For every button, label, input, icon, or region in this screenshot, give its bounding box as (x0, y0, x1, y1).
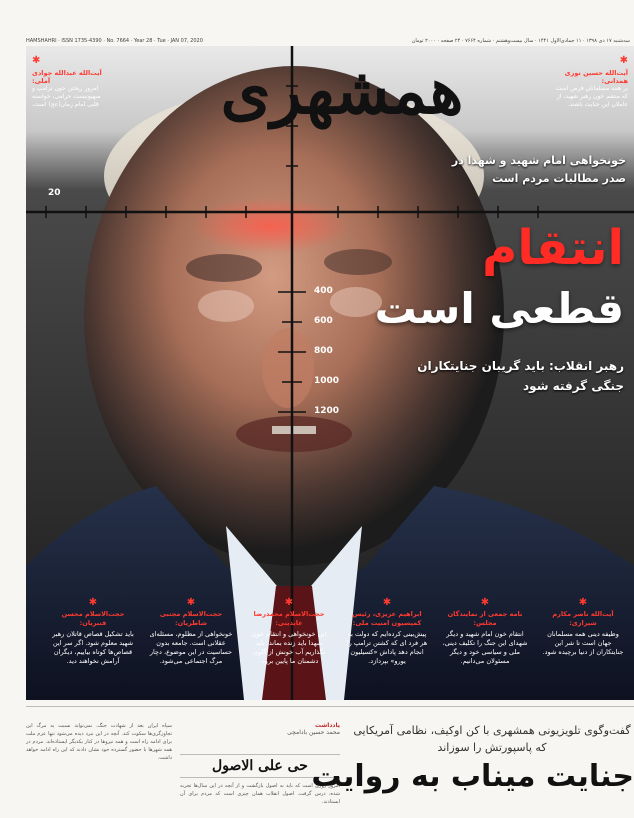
quote-text: انتقام خون امام شهید و دیگر شهدای این جنگ را تکلیف دینی، ملی و سیاسی خود و دیگر مسئولان می‌دانیم. (442, 630, 528, 665)
below-fold (0, 700, 634, 818)
front-cover (26, 46, 634, 700)
dateline-left: HAMSHAHRI · ISSN 1735-4390 · No. 7664 · Year 28 · Tue · JAN 07, 2020 (26, 38, 203, 44)
star-icon: ✱ (284, 597, 294, 608)
corner-quote-right-text: بر همه مسلمانان فرض است که منتقم خون رهبر شهید، از عاملان این جنایت باشند. (555, 85, 628, 108)
star-icon: ✱ (480, 597, 490, 608)
corner-quote-left-text: امروز ریختن خون ترامپ و صهیونیست حرامی، خواسته قلبی امام زمان(عج) است. (32, 85, 101, 108)
opinion-headline: حی علی الاصول (180, 754, 340, 778)
subheadline: خونخواهی امام شهید و شهدا در صدر مطالبات مردم است (451, 154, 626, 185)
quotes-row (46, 598, 626, 694)
quote-text: پیش‌بینی کرده‌ایم که دولت به هر فرد ای که کشتن ترامپ را انجام دهد پاداش «کسیلیون یورو» بپردازد. (346, 630, 428, 665)
deck: رهبر انقلاب: باید گریبان جنایتکاران جنگی گرفته شود (417, 359, 624, 393)
scale-label-1000: 1000 (314, 376, 340, 386)
quote-item (540, 598, 626, 657)
quote-text: این خونخواهی و انتقام خون شهدا باید زنده بماند. باید نگذاریم آب خونش از گلوی دشمنان ما پایین برود. (251, 630, 327, 665)
lead-headline: جنایت میناب به روایت (311, 759, 634, 794)
headline-white: قطعی است (374, 284, 624, 333)
star-icon: ✱ (88, 597, 98, 608)
quote-text: خونخواهی از مظلوم، مسئله‌ای عقلانی است. جامعه بدون حساسیت در این موضوع، دچار مرگ اجتماعی می‌شود. (149, 630, 233, 665)
scale-label-400: 400 (314, 286, 333, 296)
quote-text: باید تشکیل قصاص قاتلان رهبر شهید معلوم شود. اگر سر این قصاص‌ها کوتاه بیاییم، دیگران آرامش نخواهند دید. (52, 630, 134, 665)
quote-item (344, 598, 430, 666)
quote-name: ابراهیم عزیزی، رئیس کمیسیون امنیت ملی: (352, 610, 422, 627)
quote-item (148, 598, 234, 666)
author-name: محمد حسین بادامچی (287, 729, 340, 736)
masthead-logo: همشهری (220, 54, 464, 129)
headline-red: انتقام (482, 220, 624, 276)
star-icon: ✱ (382, 597, 392, 608)
lead-kicker: گفت‌وگوی تلویزیونی همشهری با کن اوکیف، نظامی آمریکایی که پاسپورتش را سوزاند (353, 724, 631, 754)
quote-item (442, 598, 528, 666)
quote-item (246, 598, 332, 666)
scale-label-20: 20 (48, 188, 61, 198)
column-a-text: سپاه ایران بعد از شهادت جنگ، نمی‌تواند نسبت به مرگ این تجاوزگری‌ها سکوت کند. آنچه در این نبرد دیده می‌شود تنها عزم ملت برای ادامه راه است و همه نیروها در کنار یکدیگر ایستاده‌اند. مردم در همه شهرها با حضور گسترده خود نشان دادند که این راه ادامه خواهد داشت. (26, 723, 172, 761)
divider (26, 706, 634, 707)
quote-name: آیت‌الله ناصر مکارم شیرازی: (552, 610, 614, 627)
quote-name: حجت‌الاسلام مجتبی شاطریان: (159, 610, 223, 627)
star-icon: ✱ (186, 597, 196, 608)
star-icon: ✱ (578, 597, 588, 608)
section-label: یادداشت (315, 722, 340, 729)
opinion-body: امروز روزی است که باید به اصول بازگشت و از آنچه در این سال‌ها تجربه شده، درس گرفت. اصول انقلاب همان چیزی است که مردم برای آن ایستادند. (180, 783, 340, 805)
quote-name: حجت‌الاسلام محمدرضا عابدینی: (253, 610, 325, 627)
quote-name: نامه جمعی از نمایندگان مجلس: (447, 610, 523, 627)
quote-text: وظیفه دینی همه مسلمانان جهان است تا شر این جنایتکاران از دنیا برچیده شود. (542, 630, 624, 656)
scale-label-800: 800 (314, 346, 333, 356)
scale-label-600: 600 (314, 316, 333, 326)
corner-quote-right-name: آیت‌الله حسین نوری همدانی: (564, 69, 628, 85)
scale-label-1200: 1200 (314, 406, 340, 416)
corner-quote-left-name: آیت‌الله عبدالله جوادی آملی: (32, 69, 102, 85)
quote-name: حجت‌الاسلام محسن قنبریان: (61, 610, 125, 627)
dateline-right: سه‌شنبه ۱۷ دی ۱۳۹۸ · ۱۱ جمادی‌الاول ۱۴۴۱ · سال بیست‌وهشتم · شماره ۷۶۶۴ · ۲۴ صفحه · ۲۰۰۰ تومان (411, 38, 630, 44)
star-icon: ✱ (619, 55, 628, 66)
quote-item (50, 598, 136, 666)
star-icon: ✱ (32, 55, 41, 66)
